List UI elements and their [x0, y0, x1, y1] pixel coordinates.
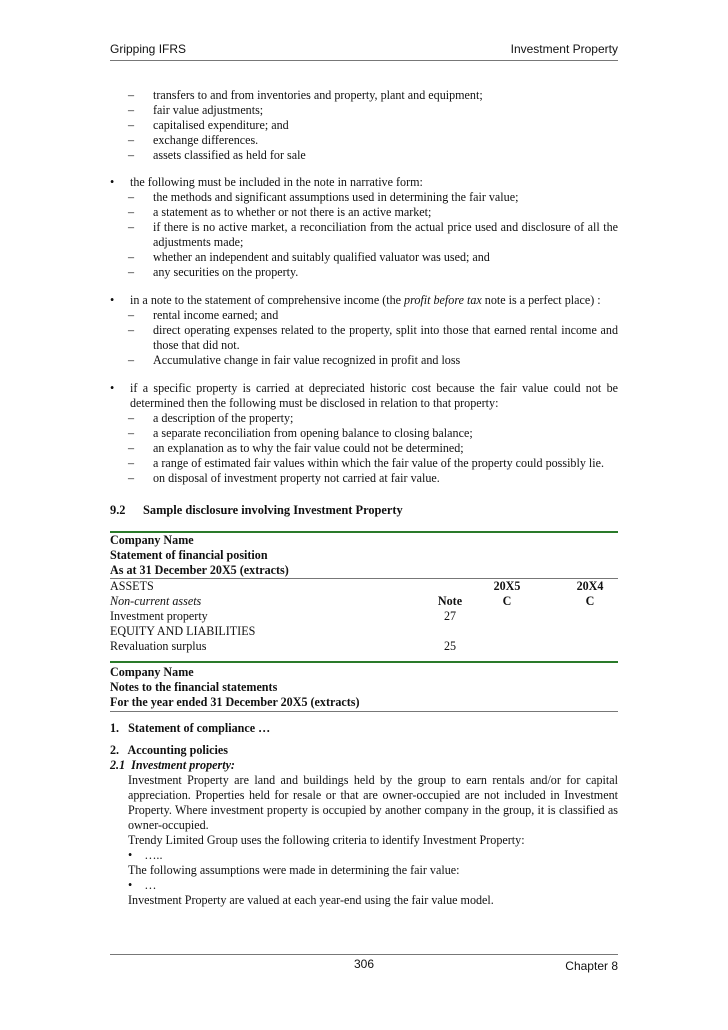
list-item: – on disposal of investment property not carried at fair value.: [153, 471, 618, 486]
bullet-sublist: [130, 190, 618, 280]
sfp-company: Company Name: [110, 533, 194, 547]
list-item: – an explanation as to why the fair value could not be determined;: [153, 441, 618, 456]
currency-20x4: C: [585, 594, 595, 608]
non-current-assets-label: Non-current assets: [110, 594, 202, 608]
page-header: [110, 42, 618, 61]
emphasis-text: profit before tax: [404, 293, 482, 307]
note-1-heading: 1. Statement of compliance …: [110, 721, 271, 735]
page-number: 306: [353, 957, 375, 971]
notes-title: Notes to the financial statements: [110, 680, 278, 694]
table-row: [110, 639, 618, 659]
investment-property-note: 27: [443, 609, 457, 623]
list-item: – fair value adjustments;: [153, 103, 618, 118]
header-book-title: Gripping IFRS: [110, 42, 187, 56]
list-item: – any securities on the property.: [153, 265, 618, 280]
list-item: – a separate reconciliation from opening balance to closing balance;: [153, 426, 618, 441]
list-item: – assets classified as held for sale: [153, 148, 618, 163]
column-header-20x5: 20X5: [493, 579, 521, 593]
note-2-heading: 2. Accounting policies: [110, 743, 228, 757]
assumptions-paragraph: The following assumptions were made in determining the fair value:: [128, 863, 460, 877]
criteria-paragraph: Trendy Limited Group uses the following criteria to identify Investment Property:: [128, 833, 525, 847]
section-number: 9.2: [110, 503, 126, 517]
revaluation-surplus-note: 25: [443, 639, 457, 653]
table-row: [110, 594, 618, 609]
revaluation-surplus-label: Revaluation surplus: [110, 639, 207, 653]
list-item: – rental income earned; and: [153, 308, 618, 323]
bullet-sublist: [130, 411, 618, 486]
table-row: [110, 624, 618, 639]
criteria-bullet: • …..: [128, 848, 163, 862]
valuation-paragraph: Investment Property are valued at each year-end using the fair value model.: [128, 893, 494, 907]
section-title: Sample disclosure involving Investment Property: [143, 503, 403, 517]
note-column-header: Note: [437, 594, 463, 608]
column-header-20x4: 20X4: [576, 579, 604, 593]
sfp-date: As at 31 December 20X5 (extracts): [110, 563, 289, 577]
list-item: – a description of the property;: [153, 411, 618, 426]
bullet-income-note: [110, 293, 618, 368]
list-item: – exchange differences.: [153, 133, 618, 148]
investment-property-label: Investment property: [110, 609, 208, 623]
list-item: – the methods and significant assumptions used in determining the fair value;: [153, 190, 618, 205]
bullet-dot: •: [110, 293, 115, 307]
bullet-sublist: [130, 308, 618, 368]
bullet-intro: in a note to the statement of comprehensive income (the profit before tax note is a perfect place) :: [130, 293, 601, 307]
list-item: – transfers to and from inventories and property, plant and equipment;: [153, 88, 618, 103]
sfp-statement-title: Statement of financial position: [110, 548, 268, 562]
list-item: – direct operating expenses related to the property, split into those that earned rental income and those that did not.: [153, 323, 618, 353]
header-chapter-title: Investment Property: [510, 42, 618, 56]
sfp-table: [110, 531, 618, 659]
list-item: – a statement as to whether or not there is an active market;: [153, 205, 618, 220]
page-content: [110, 88, 618, 908]
divider: [110, 711, 618, 712]
list-item: – Accumulative change in fair value recognized in profit and loss: [153, 353, 618, 368]
equity-liabilities-label: EQUITY AND LIABILITIES: [110, 624, 256, 638]
bullet-dot: •: [128, 878, 133, 892]
notes-company: Company Name: [110, 665, 194, 679]
notes-block: [110, 661, 618, 908]
bullet-dot: •: [128, 848, 133, 862]
page-footer: [110, 954, 618, 975]
list-item: – capitalised expenditure; and: [153, 118, 618, 133]
table-row: [110, 578, 618, 594]
list-item: – if there is no active market, a reconciliation from the actual price used and disclosure of all the adjustments made;: [153, 220, 618, 250]
currency-20x5: C: [502, 594, 512, 608]
bullet-narrative-note: [110, 175, 618, 280]
note-2-1-heading: 2.1 Investment property:: [110, 758, 235, 772]
movement-list: [110, 88, 618, 163]
bullet-dot: •: [110, 175, 115, 189]
policy-paragraph: Investment Property are land and buildings held by the group to earn rentals and/or for capital appreciation. Properties held for resale or that are owner-occupied are not included in Investment Property. Where investment property is occupied by another company in the group, it is classified as owner-occupied.: [128, 773, 618, 832]
assumptions-bullet: • …: [128, 878, 157, 892]
footer-chapter: Chapter 8: [565, 959, 618, 973]
table-row: [110, 609, 618, 624]
assets-label: ASSETS: [110, 579, 154, 593]
bullet-historic-cost: [110, 381, 618, 486]
bullet-intro: the following must be included in the note in narrative form:: [130, 175, 423, 189]
list-item: – a range of estimated fair values within which the fair value of the property could possibly lie.: [153, 456, 618, 471]
list-item: – whether an independent and suitably qualified valuator was used; and: [153, 250, 618, 265]
bullet-dot: •: [110, 381, 115, 395]
notes-period: For the year ended 31 December 20X5 (extracts): [110, 695, 360, 709]
bullet-intro: if a specific property is carried at depreciated historic cost because the fair value could not be determined then the following must be disclosed in relation to that property:: [130, 381, 618, 410]
section-heading: [110, 503, 618, 518]
